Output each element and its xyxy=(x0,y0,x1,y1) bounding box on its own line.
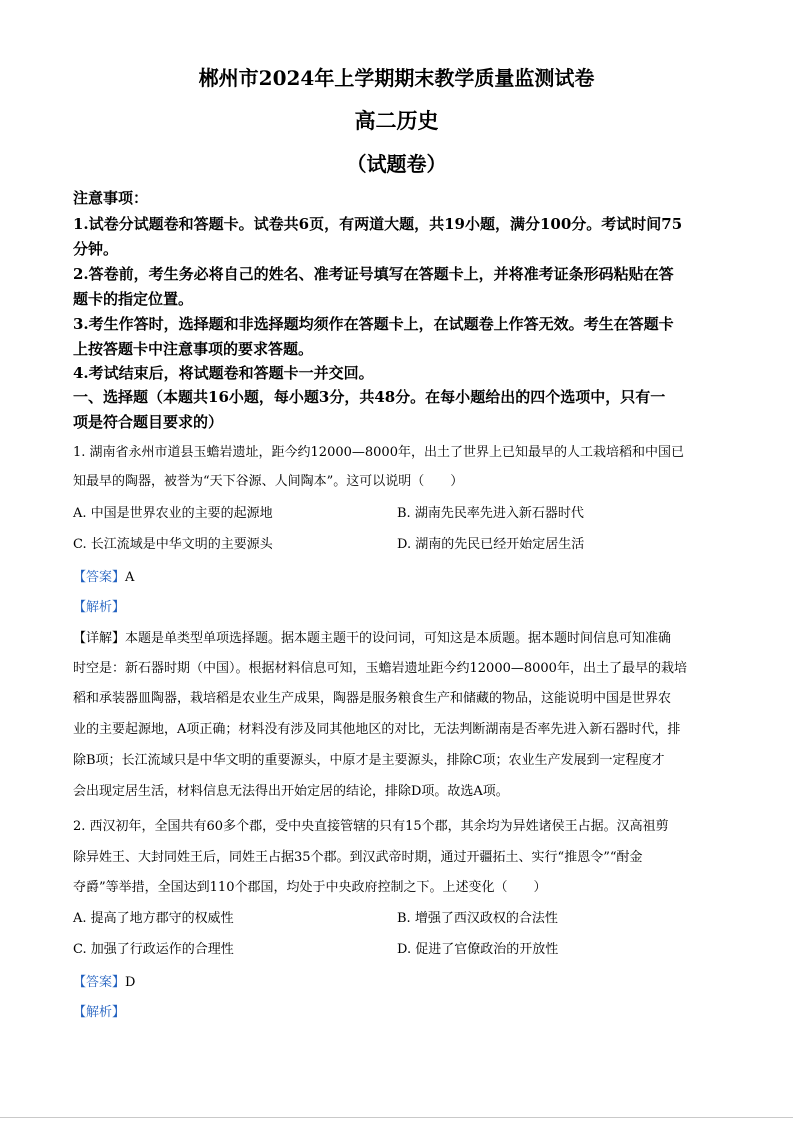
q1-stem-line: 知最早的陶器，被誉为“天下谷源、人间陶本”。这可以说明（ ） xyxy=(73,474,464,489)
note-line: 2.答卷前，考生务必将自己的姓名、准考证号填写在答题卡上，并将准考证条形码粘贴在答 xyxy=(73,265,674,283)
answer-value: D xyxy=(125,975,136,990)
paper-type: （试题卷） xyxy=(346,152,447,176)
q2-answer xyxy=(73,971,135,990)
section-heading-cont: 项是符合题目要求的） xyxy=(73,413,224,431)
q2-stem-line: 夺爵”等举措，全国达到110个郡国，均处于中央政府控制之下。上述变化（ ） xyxy=(73,880,547,895)
note-line: 4.考试结束后，将试题卷和答题卡一并交回。 xyxy=(73,364,374,382)
q2-stem-line: 2. 西汉初年，全国共有60多个郡，受中央直接管辖的只有15个郡，其余均为异姓诸侯王占据。汉高祖剪 xyxy=(73,819,669,834)
q2-option-c: C. 加强了行政运作的合理性 xyxy=(73,942,234,957)
q1-detail-line: 【详解】本题是单类型单项选择题。据本题主题干的设问词，可知这是本质题。据本题时间信息可知准确 xyxy=(73,631,672,646)
answer-value: A xyxy=(125,570,135,585)
analysis-label: 【解析】 xyxy=(73,600,126,615)
q1-option-d: D. 湖南的先民已经开始定居生活 xyxy=(397,537,585,552)
page-divider xyxy=(0,1117,793,1118)
answer-label: 【答案】 xyxy=(73,570,126,585)
q1-detail-line: 业的主要起源地，A项正确；材料没有涉及同其他地区的对比，无法判断湖南是否率先进入新石器时代，排 xyxy=(73,722,681,737)
q1-detail-line: 会出现定居生活，材料信息无法得出开始定居的结论，排除D项。故选A项。 xyxy=(73,784,509,799)
notes-heading: 注意事项： xyxy=(73,189,149,207)
subject-title: 高二历史 xyxy=(354,108,439,133)
note-line: 题卡的指定位置。 xyxy=(73,290,194,308)
section-heading: 一、选择题（本题共16小题，每小题3分，共48分。在每小题给出的四个选项中，只有一 xyxy=(73,388,666,406)
q1-detail-line: 除B项；长江流域只是中华文明的重要源头，中原才是主要源头，排除C项；农业生产发展到一定程度才 xyxy=(73,753,665,768)
q2-option-b: B. 增强了西汉政权的合法性 xyxy=(397,911,558,926)
q2-option-d: D. 促进了官僚政治的开放性 xyxy=(397,942,559,957)
q2-stem-line: 除异姓王、大封同姓王后，同姓王占据35个郡。到汉武帝时期，通过开疆拓土、实行“推恩令”“酎金 xyxy=(73,850,643,865)
answer-label: 【答案】 xyxy=(73,975,126,990)
q1-detail-line: 稻和承装器皿陶器，栽培稻是农业生产成果，陶器是服务粮食生产和储藏的物品，这能说明中国是世界农 xyxy=(73,691,672,706)
q1-option-b: B. 湖南先民率先进入新石器时代 xyxy=(397,506,584,521)
q1-option-c: C. 长江流域是中华文明的主要源头 xyxy=(73,537,273,552)
q1-answer xyxy=(73,566,134,585)
q2-option-a: A. 提高了地方郡守的权威性 xyxy=(73,911,234,926)
note-line: 上按答题卡中注意事项的要求答题。 xyxy=(73,340,314,358)
q1-stem-line: 1. 湖南省永州市道县玉蟾岩遗址，距今约12000—8000年，出土了世界上已知最早的人工栽培稻和中国已 xyxy=(73,445,684,460)
note-line: 3.考生作答时，选择题和非选择题均须作在答题卡上，在试题卷上作答无效。考生在答题卡 xyxy=(73,315,674,333)
note-line: 分钟。 xyxy=(73,240,119,258)
analysis-label: 【解析】 xyxy=(73,1005,126,1020)
q2-analysis-label xyxy=(73,1001,125,1020)
q1-option-a: A. 中国是世界农业的主要的起源地 xyxy=(73,506,273,521)
q1-detail-line: 时空是：新石器时期（中国）。根据材料信息可知，玉蟾岩遗址距今约12000—8000年，出土了最早的栽培 xyxy=(73,661,687,676)
exam-title: 郴州市2024年上学期期末教学质量监测试卷 xyxy=(198,66,595,90)
q1-analysis-label xyxy=(73,596,125,615)
note-line: 1.试卷分试题卷和答题卡。试卷共6页，有两道大题，共19小题，满分100分。考试时间75 xyxy=(73,215,683,233)
